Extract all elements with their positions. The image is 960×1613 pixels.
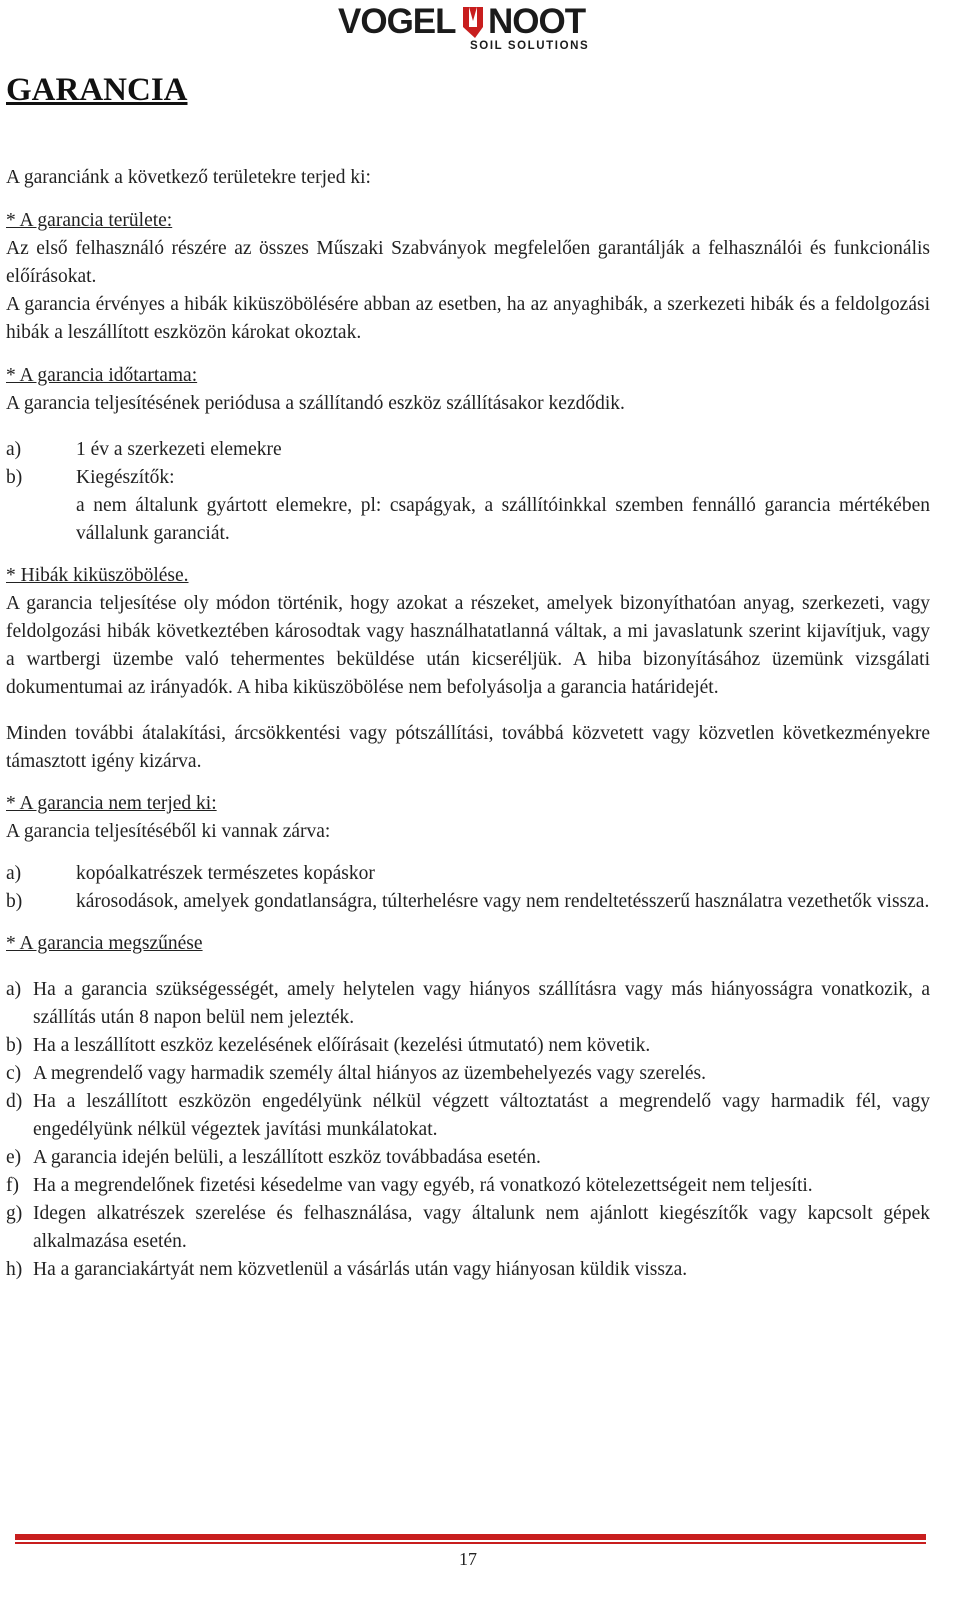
list-item-label: d): [6, 1091, 23, 1112]
list-item: [6, 1060, 930, 1088]
page-number: 17: [459, 1549, 477, 1569]
scope-paragraph-2: A garancia érvényes a hibák kiküszöbölésére abban az esetben, ha az anyaghibák, a szerkezeti hibák és a feldolgozási hibák a leszállított eszközön károkat okoztak.: [6, 294, 930, 343]
list-item: [6, 1144, 930, 1172]
list-item: [6, 1088, 930, 1144]
duration-paragraph: A garancia teljesítésének periódusa a szállítandó eszköz szállításakor kezdődik.: [6, 393, 625, 414]
defects-paragraph-1: A garancia teljesítése oly módon történik, hogy azokat a részeket, amelyek bizonyíthatóan anyag, szerkezeti, vagy feldolgozási hibák következtében károsodtak vagy használhatatlanná váltak, a mi javaslatunk szerint kijavítjuk, vagy a wartbergi üzembe való tehermentes beküldése után kicseréljük. A hiba bizonyításához üzemünk vizsgálati dokumentumai az irányadók. A hiba kiküszöbölése nem befolyásolja a garancia határidejét.: [6, 593, 930, 698]
list-item-text: kopóalkatrészek természetes kopáskor: [76, 863, 375, 884]
list-item: [6, 436, 930, 464]
list-item-label: a): [6, 979, 22, 1000]
list-item-text: Ha a garanciakártyát nem közvetlenül a vásárlás után vagy hiányosan küldik vissza.: [33, 1259, 688, 1280]
list-item-label: b): [6, 1035, 23, 1056]
document-body: [6, 164, 930, 1284]
intro-text: A garanciánk a következő területekre terjed ki:: [6, 167, 371, 188]
duration-heading: * A garancia időtartama:: [6, 365, 198, 386]
defects-paragraph-2: Minden további átalakítási, árcsökkentési vagy pótszállítási, továbbá közvetett vagy közvetlen következményekre támasztott igény kizárva.: [6, 723, 930, 772]
list-item-text: A megrendelő vagy harmadik személy által hiányos az üzembehelyezés vagy szerelés.: [33, 1063, 707, 1084]
list-item-detail: [6, 492, 930, 548]
list-item-text: Idegen alkatrészek szerelése és felhasználása, vagy általunk nem ajánlott kiegészítők vagy kapcsolt gépek alkalmazása esetén.: [33, 1203, 930, 1252]
list-item: [6, 1256, 930, 1284]
logo-subtitle: SOIL SOLUTIONS: [470, 40, 590, 52]
list-item: [6, 464, 930, 492]
exclusions-paragraph: A garancia teljesítéséből ki vannak zárva:: [6, 821, 331, 842]
list-item: [6, 860, 930, 888]
logo-mark-icon: [460, 7, 490, 38]
list-item-label: a): [6, 439, 22, 460]
footer-divider-thin: [15, 1542, 926, 1544]
list-item-label: e): [6, 1147, 22, 1168]
termination-list: [6, 976, 930, 1284]
list-item-label: b): [6, 891, 23, 912]
scope-heading: * A garancia területe:: [6, 210, 173, 231]
list-item-text: A garancia idején belüli, a leszállított eszköz továbbadása esetén.: [33, 1147, 541, 1168]
company-logo: [338, 4, 618, 56]
list-item-label: c): [6, 1063, 22, 1084]
defects-heading: * Hibák kiküszöbölése.: [6, 565, 189, 586]
list-item: [6, 1032, 930, 1060]
list-item: [6, 888, 930, 916]
list-item-text: Ha a leszállított eszközön engedélyünk nélkül végzett változtatást a megrendelő vagy harmadik fél, vagy engedélyünk nélkül végeztek javítási munkálatokat.: [33, 1091, 930, 1140]
list-item-label: b): [6, 467, 23, 488]
exclusions-list: [6, 860, 930, 916]
list-item-text: Ha a garancia szükségességét, amely helytelen vagy hiányos szállításra vagy más hiányosságra vonatkozik, a szállítás után 8 napon belül nem jelezték.: [33, 979, 930, 1028]
list-item-label: h): [6, 1259, 23, 1280]
list-item: [6, 976, 930, 1032]
accessories-detail: a nem általunk gyártott elemekre, pl: csapágyak, a szállítóinkkal szemben fennálló garancia mértékében vállalunk garanciát.: [76, 495, 930, 544]
logo-word-noot: NOOT: [488, 2, 586, 41]
list-item-text: 1 év a szerkezeti elemekre: [76, 439, 282, 460]
list-item-text: károsodások, amelyek gondatlanságra, túlterhelésre vagy nem rendeltetésszerű használatra vezethetők vissza.: [76, 891, 930, 912]
list-item-label: a): [6, 863, 22, 884]
page-title: GARANCIA: [6, 72, 188, 108]
list-item-text: Ha a megrendelőnek fizetési késedelme van vagy egyéb, rá vonatkozó kötelezettségeit nem teljesíti.: [33, 1175, 813, 1196]
exclusions-heading: * A garancia nem terjed ki:: [6, 793, 217, 814]
termination-heading: * A garancia megszűnése: [6, 933, 203, 954]
scope-paragraph-1: Az első felhasználó részére az összes Műszaki Szabványok megfelelően garantálják a felhasználói és funkcionális előírásokat.: [6, 238, 930, 287]
list-item-label: g): [6, 1203, 23, 1224]
list-item: [6, 1200, 930, 1256]
list-item: [6, 1172, 930, 1200]
list-item-text: Kiegészítők:: [76, 467, 175, 488]
footer-divider: [15, 1534, 926, 1540]
list-item-label: f): [6, 1175, 19, 1196]
logo-word-vogel: VOGEL: [338, 2, 456, 41]
list-item-text: Ha a leszállított eszköz kezelésének előírásait (kezelési útmutató) nem követik.: [33, 1035, 651, 1056]
duration-list: [6, 436, 930, 548]
